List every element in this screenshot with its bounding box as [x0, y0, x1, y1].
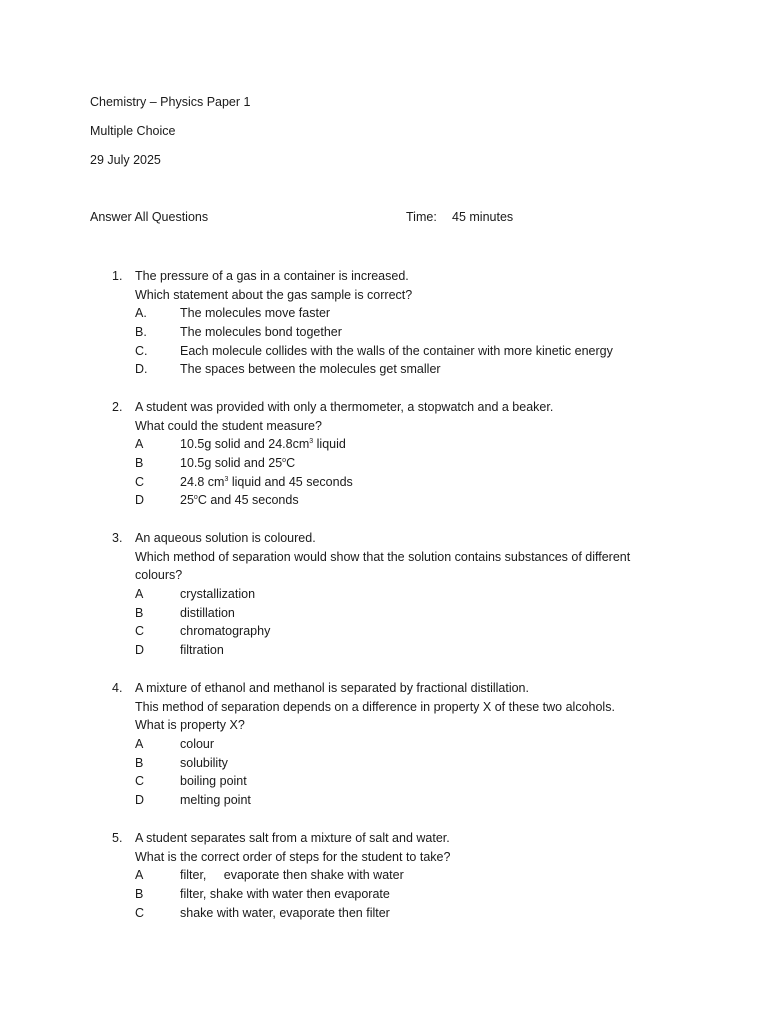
answer-option[interactable] [112, 454, 672, 473]
question-text: Which statement about the gas sample is correct? [135, 287, 413, 302]
option-text: filter, evaporate then shake with water [180, 868, 404, 883]
option-letter: B [135, 456, 144, 471]
option-text [180, 454, 295, 473]
option-letter: A [135, 587, 144, 602]
question-text: This method of separation depends on a difference in property X of these two alcohols. [135, 699, 615, 714]
option-letter: C [135, 624, 145, 639]
question-stem-line [112, 698, 672, 717]
answer-option[interactable] [112, 622, 672, 641]
option-text: filtration [180, 643, 224, 658]
question-5 [112, 829, 672, 922]
question-number: 4. [112, 681, 123, 695]
option-text-main: 10.5g solid and 24.8cm [180, 437, 310, 452]
option-text: boiling point [180, 774, 247, 789]
question-stem-line [112, 566, 672, 585]
question-4 [112, 679, 672, 810]
option-text: Each molecule collides with the walls of the container with more kinetic energy [180, 343, 613, 358]
question-stem-line [112, 848, 672, 867]
question-stem-line [112, 679, 672, 698]
option-letter: A [135, 437, 144, 452]
option-text-tail: liquid [313, 437, 346, 452]
answer-option[interactable] [112, 772, 672, 791]
option-letter: D [135, 793, 145, 808]
instruction-text: Answer All Questions [90, 210, 209, 224]
option-text: filter, shake with water then evaporate [180, 887, 390, 902]
question-stem-line [112, 286, 672, 305]
paper-title: Chemistry – Physics Paper 1 [90, 95, 251, 109]
option-text: colour [180, 737, 215, 752]
question-text: The pressure of a gas in a container is increased. [135, 269, 409, 283]
answer-option[interactable] [112, 604, 672, 623]
question-2 [112, 398, 672, 510]
option-letter: A [135, 737, 144, 752]
answer-option[interactable] [112, 323, 672, 342]
time-value: 45 minutes [452, 210, 514, 224]
question-text: What is the correct order of steps for the student to take? [135, 849, 451, 864]
option-text-tail: liquid and 45 seconds [228, 474, 353, 489]
option-text: The spaces between the molecules get smaller [180, 362, 441, 377]
answer-option[interactable] [112, 304, 672, 323]
option-text: shake with water, evaporate then filter [180, 905, 390, 920]
question-stem-line [112, 548, 672, 567]
option-letter: A [135, 868, 144, 883]
paper-subtitle: Multiple Choice [90, 124, 176, 138]
question-number: 3. [112, 531, 123, 545]
question-stem-line [112, 398, 672, 417]
option-text-main: 25 [180, 493, 194, 508]
question-number: 2. [112, 400, 123, 414]
superscript-degree: o [282, 457, 287, 465]
answer-option[interactable] [112, 904, 672, 923]
answer-option[interactable] [112, 360, 672, 379]
question-stem-line [112, 716, 672, 735]
question-stem-line [112, 267, 672, 286]
option-letter: C [135, 474, 145, 489]
superscript-degree: o [193, 494, 198, 502]
paper-date: 29 July 2025 [90, 153, 161, 167]
question-text: colours? [135, 568, 183, 583]
question-stem-line [112, 829, 672, 848]
option-letter: B [135, 755, 144, 770]
option-text: crystallization [180, 587, 256, 602]
answer-option[interactable] [112, 866, 672, 885]
option-letter: D [135, 493, 145, 508]
question-text: A mixture of ethanol and methanol is separated by fractional distillation. [135, 681, 529, 695]
option-text [180, 473, 353, 492]
time-label: Time: [406, 210, 437, 224]
question-text: A student was provided with only a thermometer, a stopwatch and a beaker. [135, 400, 554, 414]
time-allowed [406, 208, 513, 226]
option-text-tail: C [286, 456, 296, 471]
question-number: 5. [112, 831, 123, 845]
option-letter: B [135, 605, 144, 620]
question-3 [112, 529, 672, 660]
question-text: An aqueous solution is coloured. [135, 531, 316, 545]
answer-option[interactable] [112, 641, 672, 660]
option-letter: D [135, 643, 145, 658]
option-text: melting point [180, 793, 251, 808]
option-text-main: 24.8 cm [180, 474, 225, 489]
answer-option[interactable] [112, 585, 672, 604]
option-letter: B [135, 887, 144, 902]
question-text: Which method of separation would show that the solution contains substances of different [135, 549, 631, 564]
question-text: A student separates salt from a mixture of salt and water. [135, 831, 450, 845]
option-text: The molecules bond together [180, 325, 342, 340]
question-stem-line [112, 529, 672, 548]
option-text [180, 491, 299, 510]
option-letter: C [135, 905, 145, 920]
option-text: solubility [180, 755, 228, 770]
option-letter: B. [135, 325, 147, 340]
question-1 [112, 267, 672, 379]
answer-option[interactable] [112, 435, 672, 454]
answer-option[interactable] [112, 473, 672, 492]
option-letter: A. [135, 306, 147, 321]
option-text-tail: C and 45 seconds [197, 493, 299, 508]
option-letter: D. [135, 362, 148, 377]
answer-option[interactable] [112, 735, 672, 754]
answer-option[interactable] [112, 342, 672, 361]
option-text: chromatography [180, 624, 271, 639]
question-number: 1. [112, 269, 123, 283]
option-text: distillation [180, 605, 235, 620]
question-text: What is property X? [135, 718, 245, 733]
option-letter: C. [135, 343, 148, 358]
question-text: What could the student measure? [135, 418, 322, 433]
option-text-main: 10.5g solid and 25 [180, 456, 283, 471]
superscript-cubed: 3 [309, 438, 314, 446]
answer-option[interactable] [112, 754, 672, 773]
option-text [180, 435, 346, 454]
answer-option[interactable] [112, 491, 672, 510]
option-text: The molecules move faster [180, 306, 331, 321]
answer-option[interactable] [112, 885, 672, 904]
question-stem-line [112, 417, 672, 436]
superscript-cubed: 3 [224, 475, 229, 483]
option-letter: C [135, 774, 145, 789]
answer-option[interactable] [112, 791, 672, 810]
